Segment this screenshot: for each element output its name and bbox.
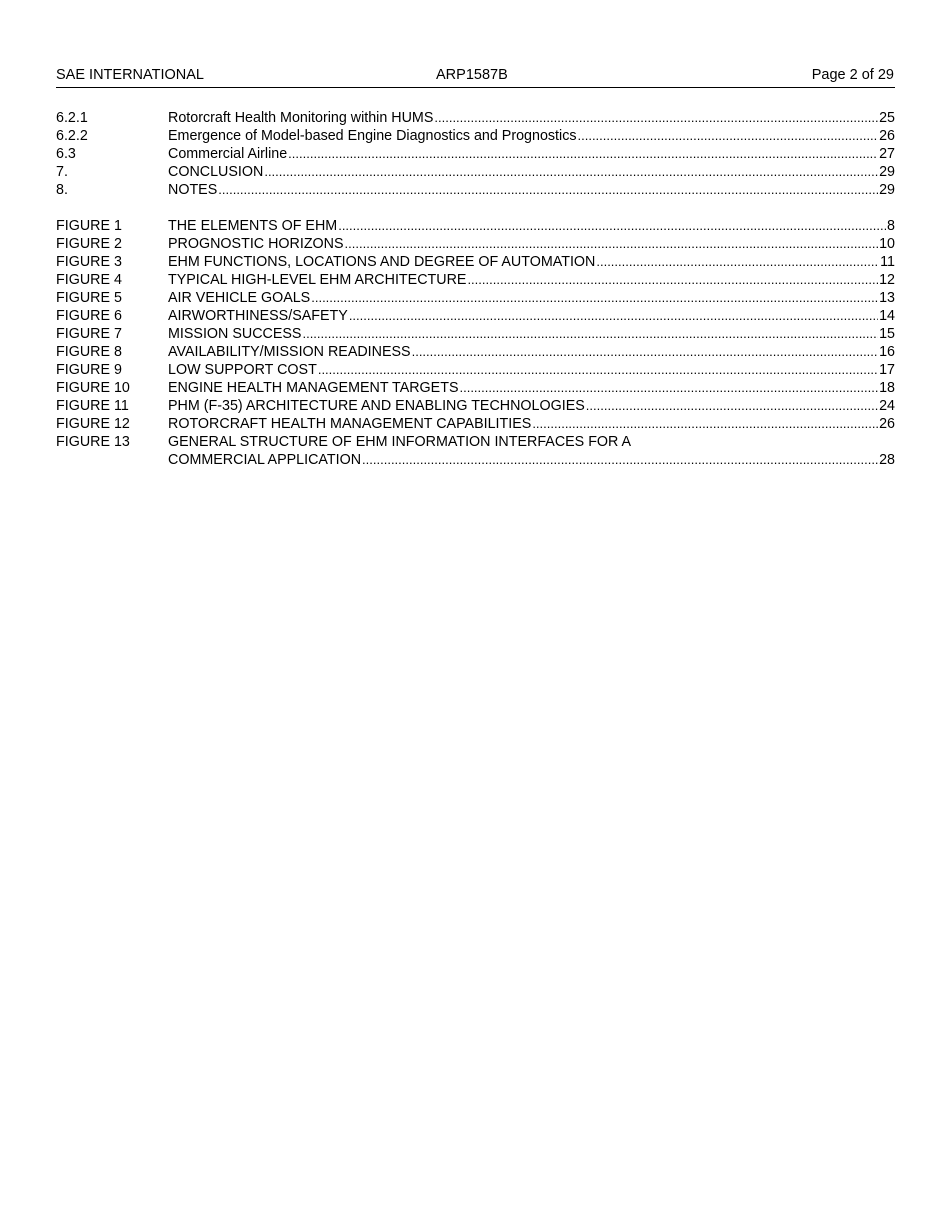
- dot-leader: [288, 145, 878, 163]
- toc-page-number: 28: [879, 452, 895, 468]
- toc-figure-number: FIGURE 12: [56, 416, 130, 432]
- dot-leader: [264, 163, 878, 181]
- toc-section-number: 6.2.1: [56, 110, 88, 126]
- toc-row[interactable]: [56, 343, 895, 361]
- toc-figure-title: LOW SUPPORT COST: [168, 362, 317, 378]
- toc-row[interactable]: [56, 325, 895, 343]
- toc-figure-number: FIGURE 3: [56, 254, 122, 270]
- dot-leader: [362, 451, 878, 469]
- toc-section-title: Commercial Airline: [168, 146, 288, 162]
- toc-section-title: CONCLUSION: [168, 164, 264, 180]
- toc-row[interactable]: [56, 253, 895, 271]
- toc-page-number: 15: [879, 326, 895, 342]
- toc-row[interactable]: [56, 433, 895, 451]
- toc-sections-list: [56, 109, 895, 199]
- toc-page-number: 17: [879, 362, 895, 378]
- toc-row[interactable]: [56, 181, 895, 199]
- toc-page-number: 18: [879, 380, 895, 396]
- toc-figure-number: FIGURE 11: [56, 398, 129, 414]
- toc-page-number: 26: [879, 416, 895, 432]
- toc-figure-title: PROGNOSTIC HORIZONS: [168, 236, 344, 252]
- toc-page-number: 29: [879, 182, 895, 198]
- dot-leader: [349, 307, 878, 325]
- header-organization: SAE INTERNATIONAL: [56, 67, 204, 83]
- toc-figure-title: ROTORCRAFT HEALTH MANAGEMENT CAPABILITIES: [168, 416, 532, 432]
- dot-leader: [302, 325, 878, 343]
- toc-row[interactable]: [56, 415, 895, 433]
- toc-page-number: 12: [879, 272, 895, 288]
- toc-section-title: Rotorcraft Health Monitoring within HUMS: [168, 110, 434, 126]
- dot-leader: [532, 415, 878, 433]
- dot-leader: [434, 109, 878, 127]
- toc-section-number: 6.3: [56, 146, 76, 162]
- dot-leader: [218, 181, 878, 199]
- toc-row[interactable]: [56, 145, 895, 163]
- dot-leader: [459, 379, 878, 397]
- toc-page-number: 25: [879, 110, 895, 126]
- toc-page-number: 24: [879, 398, 895, 414]
- toc-figure-title-continuation: COMMERCIAL APPLICATION: [168, 452, 362, 468]
- toc-section-number: 6.2.2: [56, 128, 88, 144]
- toc-figure-number: FIGURE 6: [56, 308, 122, 324]
- toc-figure-number: FIGURE 9: [56, 362, 122, 378]
- toc-row[interactable]: [56, 217, 895, 235]
- dot-leader: [345, 235, 879, 253]
- toc-row[interactable]: [56, 289, 895, 307]
- dot-leader: [586, 397, 878, 415]
- toc-page-number: 29: [879, 164, 895, 180]
- toc-row[interactable]: [56, 235, 895, 253]
- toc-row[interactable]: [56, 397, 895, 415]
- toc-section-number: 7.: [56, 164, 68, 180]
- toc-figure-title: TYPICAL HIGH-LEVEL EHM ARCHITECTURE: [168, 272, 467, 288]
- toc-figure-title: THE ELEMENTS OF EHM: [168, 218, 338, 234]
- toc-figure-number: FIGURE 13: [56, 434, 130, 450]
- page-header: [56, 67, 895, 88]
- dot-leader: [318, 361, 878, 379]
- toc-row-continuation[interactable]: [56, 451, 895, 469]
- toc-page-number: 16: [879, 344, 895, 360]
- toc-section-number: 8.: [56, 182, 68, 198]
- toc-section-title: Emergence of Model-based Engine Diagnostics and Prognostics: [168, 128, 577, 144]
- toc-row[interactable]: [56, 379, 895, 397]
- toc-row[interactable]: [56, 127, 895, 145]
- toc-figure-title: MISSION SUCCESS: [168, 326, 302, 342]
- toc-figure-title: ENGINE HEALTH MANAGEMENT TARGETS: [168, 380, 459, 396]
- toc-figure-number: FIGURE 1: [56, 218, 122, 234]
- toc-figure-title: GENERAL STRUCTURE OF EHM INFORMATION INTERFACES FOR A: [168, 434, 632, 450]
- toc-page-number: 11: [880, 254, 895, 270]
- dot-leader: [311, 289, 878, 307]
- dot-leader: [338, 217, 886, 235]
- toc-figure-number: FIGURE 7: [56, 326, 122, 342]
- toc-page-number: 10: [879, 236, 895, 252]
- toc-figure-title: AIRWORTHINESS/SAFETY: [168, 308, 348, 324]
- toc-figure-title: PHM (F-35) ARCHITECTURE AND ENABLING TECHNOLOGIES: [168, 398, 585, 414]
- dot-leader: [578, 127, 879, 145]
- dot-leader: [467, 271, 878, 289]
- toc-page-number: 26: [879, 128, 895, 144]
- dot-leader: [412, 343, 879, 361]
- toc-row[interactable]: [56, 109, 895, 127]
- toc-figures-list: [56, 217, 895, 469]
- toc-figure-number: FIGURE 2: [56, 236, 122, 252]
- toc-figure-number: FIGURE 10: [56, 380, 130, 396]
- header-page-number: Page 2 of 29: [811, 67, 894, 83]
- toc-figure-title: EHM FUNCTIONS, LOCATIONS AND DEGREE OF AUTOMATION: [168, 254, 596, 270]
- toc-row[interactable]: [56, 307, 895, 325]
- toc-page-number: 8: [887, 218, 895, 234]
- toc-page-number: 13: [879, 290, 895, 306]
- toc-row[interactable]: [56, 271, 895, 289]
- toc-page-number: 27: [879, 146, 895, 162]
- toc-figure-number: FIGURE 5: [56, 290, 122, 306]
- dot-leader: [596, 253, 879, 271]
- header-document-id: ARP1587B: [436, 67, 508, 83]
- toc-section-title: NOTES: [168, 182, 218, 198]
- toc-figure-title: AIR VEHICLE GOALS: [168, 290, 311, 306]
- toc-figure-title: AVAILABILITY/MISSION READINESS: [168, 344, 411, 360]
- toc-row[interactable]: [56, 163, 895, 181]
- toc-figure-number: FIGURE 4: [56, 272, 122, 288]
- toc-page-number: 14: [879, 308, 895, 324]
- toc-row[interactable]: [56, 361, 895, 379]
- toc-figure-number: FIGURE 8: [56, 344, 122, 360]
